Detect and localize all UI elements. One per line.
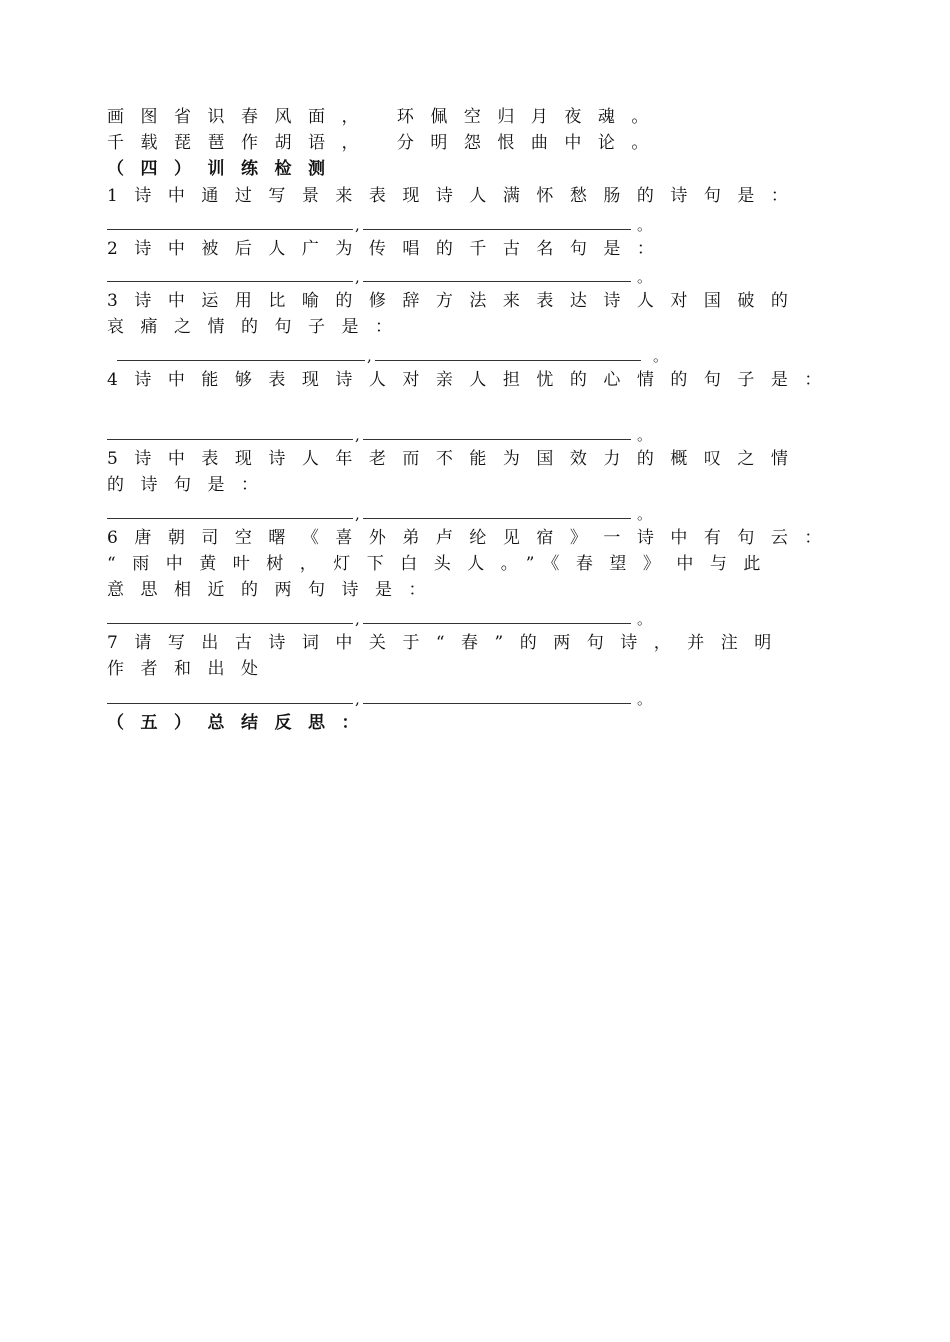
question-5-text-line-1: 5诗中表现诗人年老而不能为国效力的概叹之情 (107, 449, 805, 469)
answer-blank-4b[interactable] (363, 425, 631, 440)
answer-blank-5a[interactable] (107, 504, 353, 519)
blank-separator: , (355, 268, 360, 286)
blank-separator: , (355, 610, 360, 628)
answer-blank-5b[interactable] (363, 504, 631, 519)
blank-end: 。 (653, 347, 669, 365)
answer-blank-7b[interactable] (363, 689, 631, 704)
poem-line-2: 千载琵琶作胡语， 分明怨恨曲中论。 (107, 133, 665, 153)
section-four-title: （四）训练检测 (107, 159, 342, 179)
blank-end: 。 (637, 426, 653, 444)
blank-end: 。 (637, 690, 653, 708)
answer-blank-6b[interactable] (363, 609, 631, 624)
answer-blank-4a[interactable] (107, 425, 353, 440)
answer-blank-1a[interactable] (107, 215, 353, 230)
answer-blank-3a[interactable] (117, 346, 365, 361)
answer-blank-7a[interactable] (107, 689, 353, 704)
question-7-text-line-1: 7请写出古诗词中关于“春”的两句诗，并注明 (107, 633, 788, 653)
answer-blank-3b[interactable] (375, 346, 641, 361)
blank-separator: , (355, 505, 360, 523)
answer-blank-6a[interactable] (107, 609, 353, 624)
question-1-text: 1诗中通过写景来表现诗人满怀愁肠的诗句是： (107, 186, 805, 206)
question-3-text-line-2: 哀痛之情的句子是： (107, 317, 409, 337)
answer-blank-1b[interactable] (363, 215, 631, 230)
question-6-text-line-1: 6唐朝司空曙《喜外弟卢纶见宿》一诗中有句云： (107, 528, 838, 548)
blank-end: 。 (637, 268, 653, 286)
blank-end: 。 (637, 216, 653, 234)
blank-separator: , (355, 426, 360, 444)
answer-blank-2a[interactable] (107, 267, 353, 282)
question-2-text: 2诗中被后人广为传唱的千古名句是： (107, 239, 671, 259)
blank-separator: , (355, 216, 360, 234)
blank-end: 。 (637, 610, 653, 628)
question-4-text: 4诗中能够表现诗人对亲人担忧的心情的句子是： (107, 370, 838, 390)
question-6-text-line-3: 意思相近的两句诗是： (107, 580, 442, 600)
question-6-text-line-2: “雨中黄叶树，灯下白头人。”《春望》中与此 (107, 554, 777, 574)
question-7-text-line-2: 作者和出处 (107, 659, 275, 679)
question-3-text-line-1: 3诗中运用比喻的修辞方法来表达诗人对国破的 (107, 291, 805, 311)
blank-end: 。 (637, 505, 653, 523)
answer-blank-2b[interactable] (363, 267, 631, 282)
blank-separator: , (355, 690, 360, 708)
section-five-title: （五）总结反思： (107, 713, 375, 733)
blank-separator: , (367, 347, 372, 365)
poem-line-1: 画图省识春风面， 环佩空归月夜魂。 (107, 107, 665, 127)
question-5-text-line-2: 的诗句是： (107, 475, 275, 495)
